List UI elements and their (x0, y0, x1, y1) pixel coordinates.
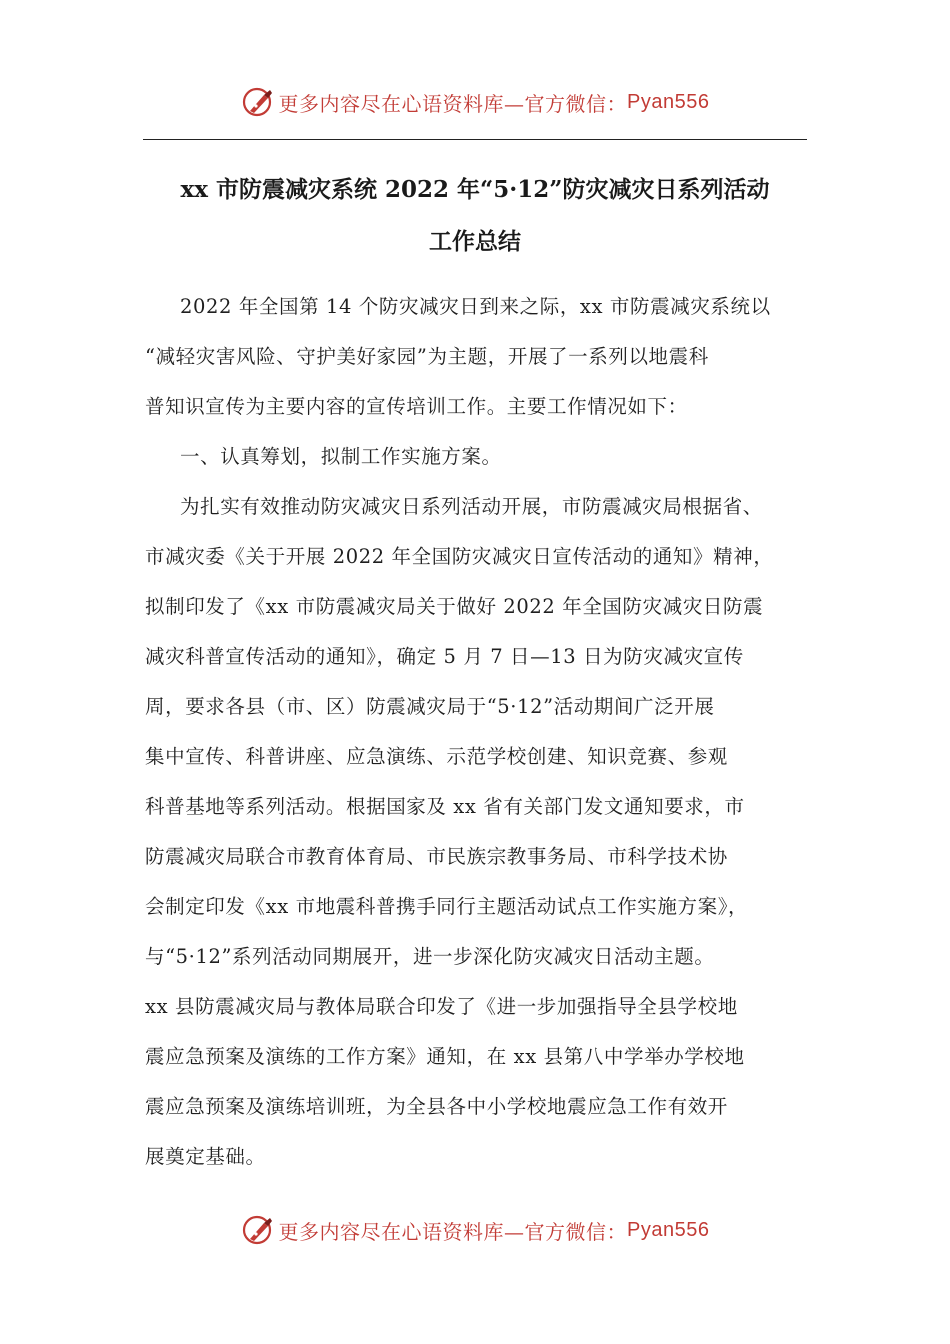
body-line: 震应急预案及演练培训班，为全县各中小学校地震应急工作有效开 (145, 1095, 728, 1118)
body-line: 集中宣传、科普讲座、应急演练、示范学校创建、知识竞赛、参观 (145, 745, 728, 768)
body-line: 展奠定基础。 (145, 1145, 266, 1168)
body-line: 普知识宣传为主要内容的宣传培训工作。主要工作情况如下： (145, 395, 688, 418)
body-line: 为扎实有效推动防灾减灾日系列活动开展，市防震减灾局根据省、 (180, 495, 763, 518)
body-line: 震应急预案及演练的工作方案》通知，在 xx 县第八中学举办学校地 (145, 1045, 745, 1068)
document-title-line-1: xx 市防震减灾系统 2022 年“5·12”防灾减灾日系列活动 (180, 176, 770, 203)
pen-nib-circle-icon (241, 1213, 275, 1247)
wechat-handle: Pyan556 (627, 1218, 710, 1241)
section-heading: 一、认真筹划，拟制工作实施方案。 (180, 445, 502, 468)
document-title-line-2: 工作总结 (429, 228, 521, 255)
body-line: xx 县防震减灾局与教体局联合印发了《进一步加强指导全县学校地 (145, 995, 738, 1018)
wechat-handle: Pyan556 (627, 90, 710, 113)
body-line: 防震减灾局联合市教育体育局、市民族宗教事务局、市科学技术协 (145, 845, 728, 868)
body-line: 科普基地等系列活动。根据国家及 xx 省有关部门发文通知要求，市 (145, 795, 745, 818)
pen-nib-circle-icon (241, 85, 275, 119)
body-line: 拟制印发了《xx 市防震减灾局关于做好 2022 年全国防灾减灾日防震 (145, 595, 764, 618)
body-line: 会制定印发《xx 市地震科普携手同行主题活动试点工作实施方案》， (145, 895, 749, 918)
body-line: 市减灾委《关于开展 2022 年全国防灾减灾日宣传活动的通知》精神， (145, 545, 774, 568)
body-line: 与“5·12”系列活动同期展开，进一步深化防灾减灾日活动主题。 (145, 945, 715, 968)
header-banner (0, 80, 950, 124)
body-line: 2022 年全国第 14 个防灾减灾日到来之际，xx 市防震减灾系统以 (180, 295, 771, 318)
banner-text: 更多内容尽在心语资料库—官方微信： (278, 91, 628, 116)
header-divider (143, 139, 807, 140)
body-line: “减轻灾害风险、守护美好家园”为主题，开展了一系列以地震科 (145, 345, 709, 368)
body-line: 减灾科普宣传活动的通知》，确定 5 月 7 日—13 日为防灾减灾宣传 (145, 645, 744, 668)
body-line: 周，要求各县（市、区）防震减灾局于“5·12”活动期间广泛开展 (145, 695, 715, 718)
footer-banner (0, 1208, 950, 1252)
banner-text: 更多内容尽在心语资料库—官方微信： (278, 1219, 628, 1244)
